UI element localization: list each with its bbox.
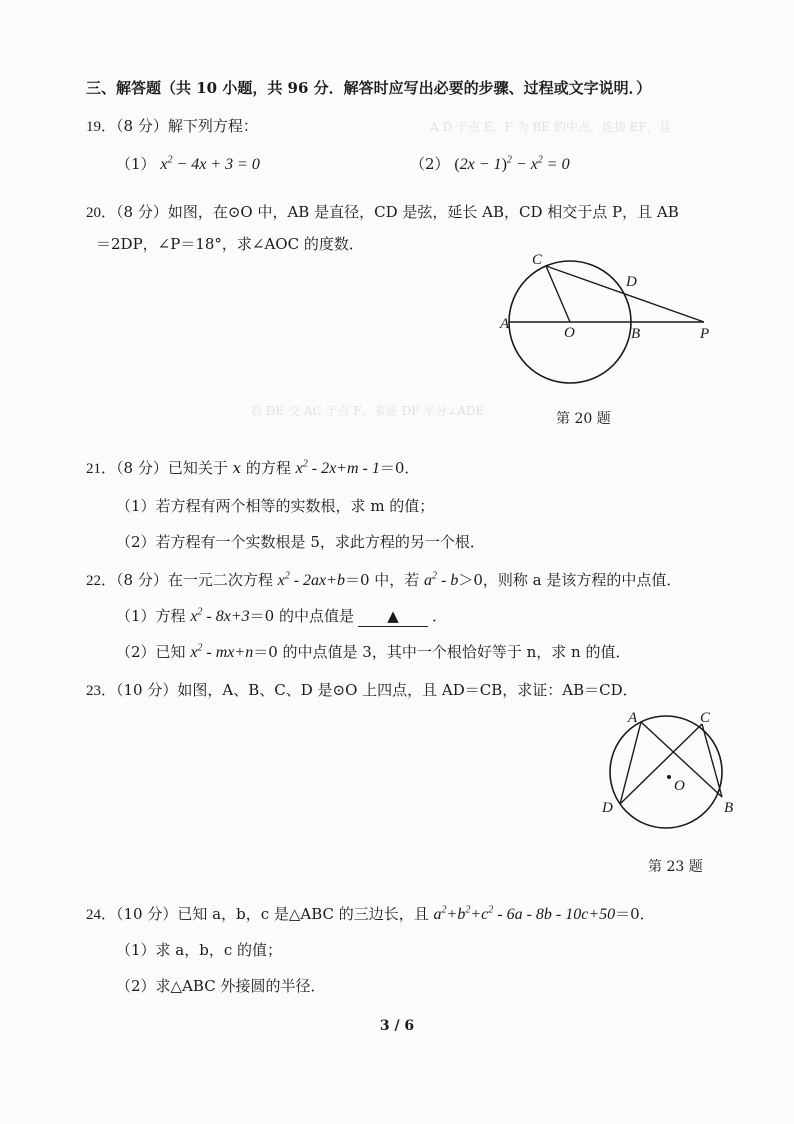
question-points: （8 分） (116, 571, 168, 589)
question-19-part-1 (116, 154, 260, 175)
variable-x: x (232, 459, 242, 477)
question-points: （8 分） (116, 459, 168, 477)
segment-cb (702, 724, 722, 797)
label-c: C (532, 252, 543, 268)
question-number: 24． (86, 907, 117, 923)
section-header: 三、解答题（共 10 小题，共 96 分．解答时应写出必要的步骤、过程或文字说明．） (86, 79, 652, 97)
label-b: B (631, 326, 641, 342)
label-d: D (626, 274, 637, 290)
figure-20-caption: 第 20 题 (556, 411, 611, 427)
segment-oc (546, 266, 570, 322)
bleed-through-text: A D 于点 E，F 为 BE 的中点，连接 EF，且 (430, 120, 671, 134)
circle-o (610, 716, 722, 828)
equation-1: $x^2 - 4x + 3 = 0$ (160, 154, 260, 173)
bleed-through-text: 若 DE 交 AC 于点 F，求证 DF 平分∠ADE (250, 404, 485, 418)
question-text: 如图，A、B、C、D 是⊙O 上四点，且 AD＝CB，求证：AB＝CD． (177, 681, 638, 699)
question-21-part-2: （2）若方程有一个实数根是 5，求此方程的另一个根． (116, 533, 485, 551)
label-a: A (500, 316, 510, 332)
question-24-part-1: （1）求 a，b，c 的值； (116, 941, 283, 959)
label-d: D (602, 800, 613, 816)
figure-23-circle-diagram (596, 708, 746, 842)
label-b: B (724, 800, 734, 816)
part-label: （1） (116, 155, 156, 173)
question-points: （10 分） (116, 681, 178, 699)
question-text: 已知关于 (167, 459, 233, 477)
question-21-stem: 21．（8 分）已知关于 x 的方程 $x^2 - 2x+m - 1=0$． (86, 458, 420, 477)
question-number: 19． (86, 119, 117, 135)
answer-blank: ▲ (358, 606, 428, 627)
equation: $x^2 - 8x+3$ (190, 606, 250, 625)
label-p: P (700, 326, 710, 342)
question-22-part-2: （2）已知 $x^2 - mx+n=0$ 的中点值是 3，其中一个根恰好等于 n，求 n 的值． (116, 642, 631, 661)
condition: $a^2$ - b (424, 570, 459, 589)
equation-2: $(2x - 1)^2 - x^2 = 0$ (454, 154, 570, 173)
label-c: C (700, 710, 711, 726)
label-o: O (564, 325, 575, 341)
part-label: （2） (410, 155, 450, 173)
question-19-stem (86, 116, 258, 137)
equation: $x^2 - mx+n$ (190, 642, 254, 661)
line-cp (546, 266, 704, 322)
question-number: 22． (86, 573, 117, 589)
label-a: A (628, 710, 638, 726)
label-o: O (674, 778, 685, 794)
question-text: 解下列方程： (167, 117, 258, 135)
question-20-stem (86, 202, 679, 223)
question-points: （10 分） (116, 905, 178, 923)
question-22-part-1: （1）方程 $x^2 - 8x+3=0$ 的中点值是 ▲ ． (116, 606, 447, 625)
question-number: 20． (86, 205, 117, 221)
equation: $a^2+b^2+c^2 - 6a - 8b - 10c+50$ (433, 904, 616, 923)
question-23-stem (86, 680, 638, 701)
question-19-part-2 (410, 154, 570, 175)
segment-ad (620, 722, 641, 804)
question-24-stem: 24．（10 分）已知 a，b，c 是△ABC 的三边长，且 $a^2+b^2+c^2 - 6a - 8b - 10c+50=0$． (86, 904, 655, 923)
page-number: 3 / 6 (379, 1018, 415, 1034)
segment-cd (620, 724, 702, 804)
question-number: 21． (86, 461, 117, 477)
question-22-stem: 22．（8 分）在一元二次方程 $x^2 - 2ax+b=0$ 中，若 $a^2 - b>0$，则称 a 是该方程的中点值． (86, 570, 682, 589)
question-text-line-1: 如图，在⊙O 中，AB 是直径，CD 是弦，延长 AB，CD 相交于点 P，且 AB (167, 203, 679, 221)
question-points: （8 分） (116, 203, 168, 221)
equation: $x^2 - 2x+m - 1$ (295, 458, 380, 477)
question-24-part-2: （2）求△ABC 外接圆的半径． (116, 977, 326, 995)
figure-23-caption: 第 23 题 (648, 859, 703, 875)
equation: $x^2 - 2ax+b$ (277, 570, 345, 589)
question-20-stem-line-2: ＝2DP，∠P＝18°，求∠AOC 的度数． (96, 235, 364, 253)
center-point (667, 775, 671, 779)
question-points: （8 分） (116, 117, 168, 135)
question-number: 23． (86, 683, 117, 699)
question-21-part-1: （1）若方程有两个相等的实数根，求 m 的值； (116, 497, 435, 515)
figure-20-circle-diagram (494, 248, 724, 392)
